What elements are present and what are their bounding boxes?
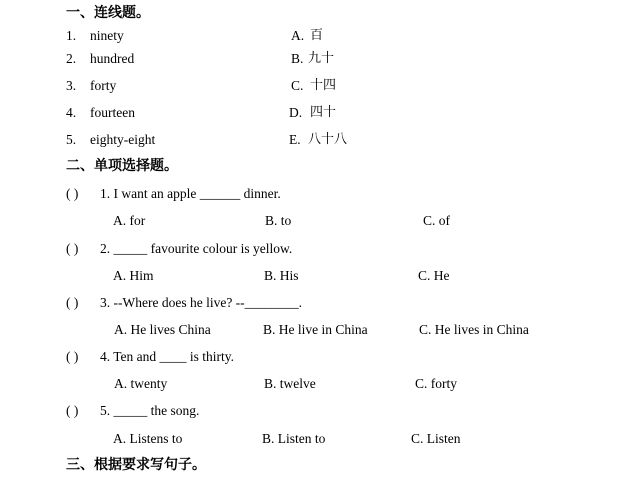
option-b: B. He live in China — [263, 322, 368, 337]
answer-paren: ( ) — [66, 241, 79, 256]
match-left-text: forty — [90, 78, 117, 93]
match-left-num: 5. — [66, 132, 77, 147]
option-a: A. Listens to — [113, 431, 183, 446]
option-a: A. for — [113, 213, 146, 228]
match-left-text: fourteen — [90, 105, 135, 120]
match-left-text: hundred — [90, 51, 135, 66]
match-right-letter: C. — [291, 78, 304, 93]
match-right-text: 四十 — [310, 105, 337, 120]
match-right-text: 八十八 — [308, 132, 348, 147]
question-stem: 2. _____ favourite colour is yellow. — [100, 241, 293, 256]
question-stem: 5. _____ the song. — [100, 403, 200, 418]
match-right-text: 九十 — [308, 51, 335, 66]
match-left-num: 1. — [66, 28, 77, 43]
question-stem: 3. --Where does he live? --________. — [100, 295, 303, 310]
question-stem: 1. I want an apple ______ dinner. — [100, 186, 281, 201]
section1-title: 一、连线题。 — [66, 5, 150, 21]
option-c: C. Listen — [411, 431, 461, 446]
match-right-letter: E. — [289, 132, 301, 147]
section2-title: 二、单项选择题。 — [66, 158, 178, 174]
answer-paren: ( ) — [66, 295, 79, 310]
match-left-text: ninety — [90, 28, 124, 43]
match-left-text: eighty-eight — [90, 132, 156, 147]
option-b: B. His — [264, 268, 299, 283]
section3-title: 三、根据要求写句子。 — [66, 457, 206, 473]
option-a: A. Him — [113, 268, 154, 283]
answer-paren: ( ) — [66, 403, 79, 418]
match-left-num: 4. — [66, 105, 77, 120]
match-right-letter: B. — [291, 51, 304, 66]
match-right-letter: A. — [291, 28, 305, 43]
option-c: C. forty — [415, 376, 457, 391]
answer-paren: ( ) — [66, 349, 79, 364]
option-c: C. He lives in China — [419, 322, 529, 337]
option-b: B. twelve — [264, 376, 316, 391]
option-c: C. of — [423, 213, 450, 228]
option-b: B. to — [265, 213, 292, 228]
option-c: C. He — [418, 268, 450, 283]
option-a: A. He lives China — [114, 322, 211, 337]
match-right-text: 百 — [310, 28, 324, 43]
option-a: A. twenty — [114, 376, 168, 391]
match-left-num: 2. — [66, 51, 77, 66]
answer-paren: ( ) — [66, 186, 79, 201]
option-b: B. Listen to — [262, 431, 326, 446]
match-right-text: 十四 — [310, 78, 337, 93]
match-right-letter: D. — [289, 105, 303, 120]
match-left-num: 3. — [66, 78, 77, 93]
question-stem: 4. Ten and ____ is thirty. — [100, 349, 235, 364]
